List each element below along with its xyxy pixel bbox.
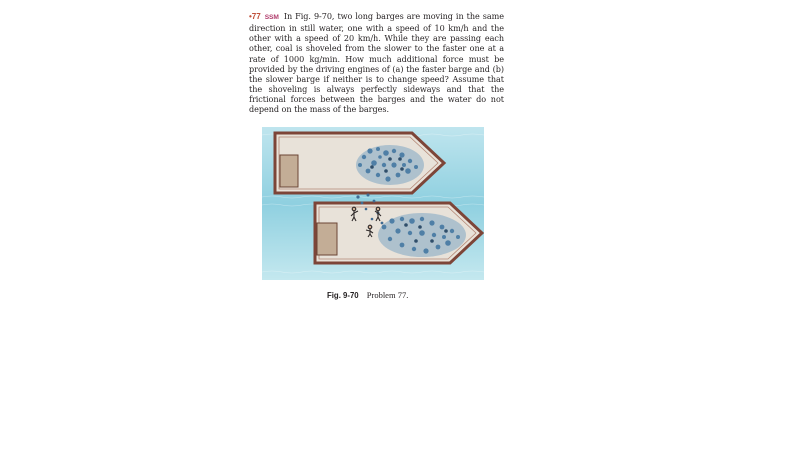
figure-caption	[327, 290, 408, 300]
lower-cabin	[317, 223, 337, 255]
barges-illustration	[262, 127, 484, 280]
figure-caption-text: Problem 77.	[366, 290, 409, 300]
problem-text: In Fig. 9-70, two long barges are moving in the same direction in still water, one with a speed of 10 km/h and the other with a speed of 20 km/h. While they are passing each other, coal is shoveled from the slower to the faster one at a rate of 1000 kg/min. How much additional force must be provided by the driving engines of (a) the faster barge and (b) the slower barge if neither is to change speed? Assume that the shoveling is always perfectly sideways and that the frictional forces between the barges and the water do not depend on the mass of the barges.	[249, 11, 504, 115]
lower-barge	[315, 203, 482, 263]
problem-number: •77	[249, 12, 261, 21]
lower-coal-pile	[378, 213, 466, 257]
upper-barge	[275, 133, 444, 193]
problem-77	[249, 11, 504, 115]
upper-coal-pile	[356, 145, 424, 185]
upper-cabin	[280, 155, 298, 187]
figure-label: Fig. 9-70	[327, 291, 359, 300]
barges-figure	[262, 127, 484, 280]
ssm-badge: SSM	[264, 14, 279, 21]
